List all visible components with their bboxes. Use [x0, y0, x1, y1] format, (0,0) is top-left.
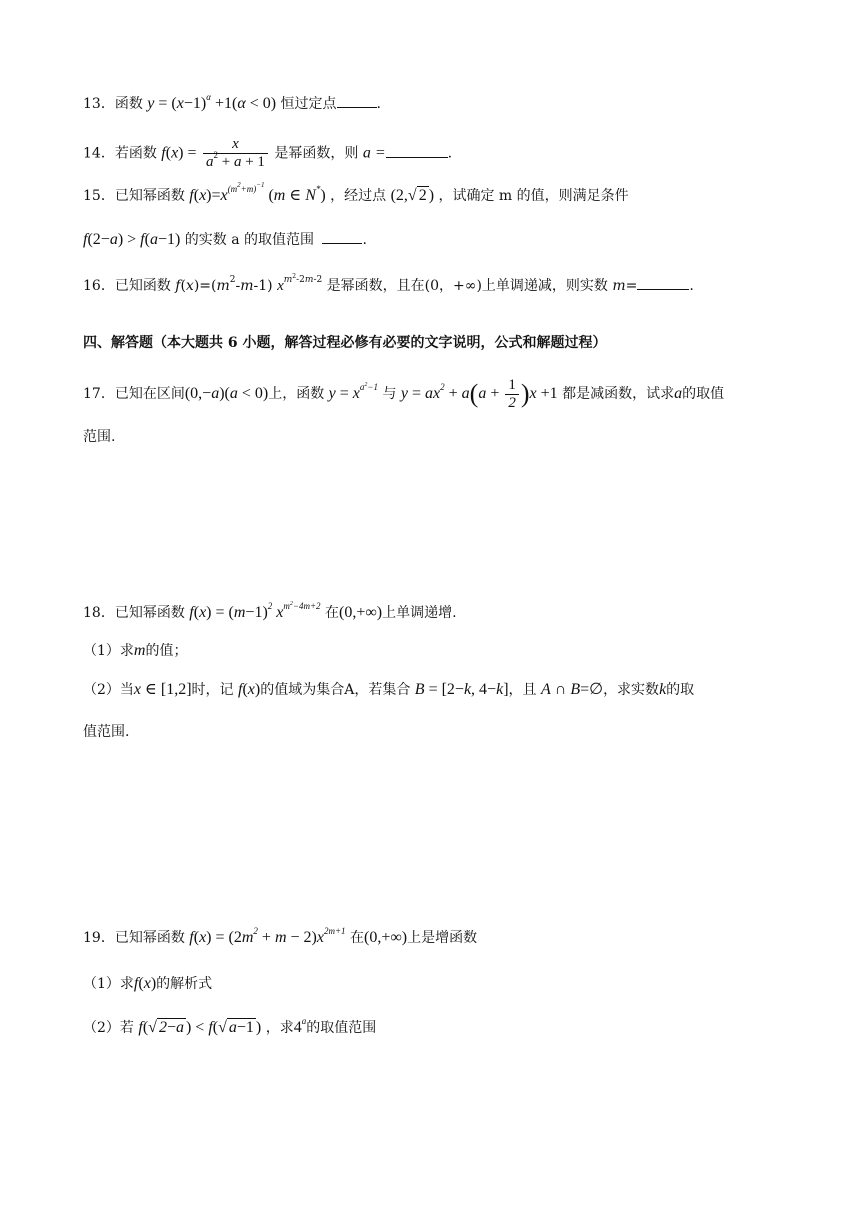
q15-text1: ，经过点	[330, 188, 387, 204]
question-18-part1	[83, 641, 187, 661]
q13-tail: .	[376, 96, 381, 112]
q18-kvar: k	[659, 681, 667, 698]
q19-part2-c: 的取值范围	[306, 1020, 377, 1036]
q17-func2: $y = ax^2 + a(a$ + $\frac{1}{2}$ )x +1	[400, 377, 558, 411]
question-15-line1	[83, 181, 629, 206]
question-15-line2	[83, 230, 367, 250]
q19-part1-tail: 的解析式	[156, 976, 213, 992]
q17-text-c: 与	[382, 386, 397, 403]
q19-func: $f(x) = (2m^2 + m - 2)x^{2m+1}$	[189, 926, 346, 946]
question-19-part2	[83, 1018, 376, 1038]
q18-part2-d: ，若集合	[354, 682, 411, 698]
q14-fx: f(x) =	[161, 144, 197, 162]
q15-formula: $f(x)=x^{(m^2+m)^{-1}}$ (m ∈ N*)	[189, 181, 326, 204]
q19-text-b: 在	[350, 930, 365, 946]
question-19-part1	[83, 974, 212, 994]
q17-text-b: 上，函数	[268, 386, 325, 403]
q18-part2-g: 的取	[666, 682, 695, 698]
q14-tail: .	[447, 145, 453, 162]
q19-part1-fx: f(x)	[133, 975, 157, 992]
q15-point: (2,√ 2 )	[390, 187, 435, 204]
answer-blank	[637, 276, 689, 290]
question-18-line1	[83, 603, 457, 623]
q18-part2-f: ，求实数	[603, 682, 660, 698]
q15-tail: .	[362, 232, 367, 248]
question-16	[83, 273, 694, 296]
q18-func: $f(x) = (m-1)^2$ $x^{m^2-4m+2}$	[189, 601, 321, 621]
q14-aeq: a =	[362, 144, 386, 162]
question-17-line1	[83, 377, 724, 412]
q18-interval: (0,+∞)	[339, 604, 383, 621]
q18-text-a: 18．已知幂函数	[83, 605, 185, 621]
answer-blank	[322, 230, 362, 244]
q13-text: 恒过定点	[280, 96, 337, 112]
answer-blank	[337, 94, 377, 108]
q18-text-b: 在	[325, 605, 339, 621]
q18-setA: A	[344, 682, 355, 698]
q16-tail: .	[689, 278, 694, 294]
q18-part2-b: 时，记	[191, 682, 234, 698]
section-heading: 四、解答题（本大题共 6 小题，解答过程必修有必要的文字说明，公式和解题过程）	[83, 335, 607, 351]
q17-text-e: 的取值	[682, 386, 725, 403]
question-18-part2-line2: 值范围.	[83, 724, 130, 740]
q18-text-c: 上单调递增.	[382, 605, 457, 621]
q18-cond: A ∩ B=∅	[540, 681, 604, 698]
q19-part2-a: （2）若	[83, 1020, 134, 1036]
q17-var: a	[674, 385, 683, 403]
q19-part1-label: （1）求	[83, 976, 134, 992]
q15-text2: ，试确定 m 的值，则满足条件	[438, 188, 629, 204]
q19-part2-b: ，求	[265, 1020, 294, 1036]
q18-part1-label: （1）求	[83, 643, 134, 659]
q18-part2-a: （2）当	[83, 682, 134, 698]
question-19-line1	[83, 928, 477, 948]
q15-inequality: f(2−a) > f(a−1)	[83, 231, 181, 248]
q19-text-c: 上是增函数	[407, 930, 478, 946]
q18-part2-c: 的值域为集合	[260, 682, 345, 698]
q17-text-d: 都是减函数，试求	[562, 386, 675, 403]
q19-expr: 4$^a$	[293, 1016, 307, 1036]
q18-part2-x: x ∈ [1,2]	[133, 681, 192, 698]
q14-denominator: $a^2 + a + 1$	[205, 150, 265, 170]
question-18-part2	[83, 680, 694, 700]
q18-part2-fx: f(x)	[237, 681, 261, 698]
q14-numerator: x	[203, 136, 268, 154]
q14-text: 是幂函数，则	[274, 145, 359, 162]
q17-func1: $y = x^{a^2-1}$	[328, 382, 378, 403]
question-17-line2: 范围.	[83, 429, 116, 445]
q14-fraction	[203, 136, 268, 171]
q13-formula: $y = (x-1)^\alpha +1(\alpha < 0)$	[147, 92, 277, 112]
q19-text-a: 19．已知幂函数	[83, 930, 185, 946]
q14-number: 14．若函数	[83, 145, 157, 162]
q13-number: 13．函数	[83, 96, 143, 112]
q18-part1-tail: 的值；	[145, 643, 188, 659]
q15-number: 15．已知幂函数	[83, 188, 185, 204]
question-14	[83, 136, 452, 171]
q15-line2-text: 的实数 a 的取值范围	[184, 232, 315, 248]
question-13	[83, 94, 381, 114]
q19-interval: (0,+∞)	[364, 929, 408, 946]
q19-inequality: f(√ 2−a ) < f(√ a−1 )	[138, 1019, 262, 1036]
q18-part1-var: m	[133, 642, 146, 659]
q16-text-start: 16．已知函数 $f(x)=(m^2-m-1)$ $x^{m^2-2m-2}$ 是幂函数，且在(0，+∞)上单调递减，则实数 m=	[83, 273, 638, 294]
q17-text-a: 17．已知在区间	[83, 386, 185, 403]
answer-blank	[386, 144, 448, 158]
q18-setB: B = [2−k, 4−k]	[414, 681, 509, 698]
q18-part2-e: ，且	[508, 682, 537, 698]
q17-interval: (0,−a)(a < 0)	[184, 385, 269, 403]
